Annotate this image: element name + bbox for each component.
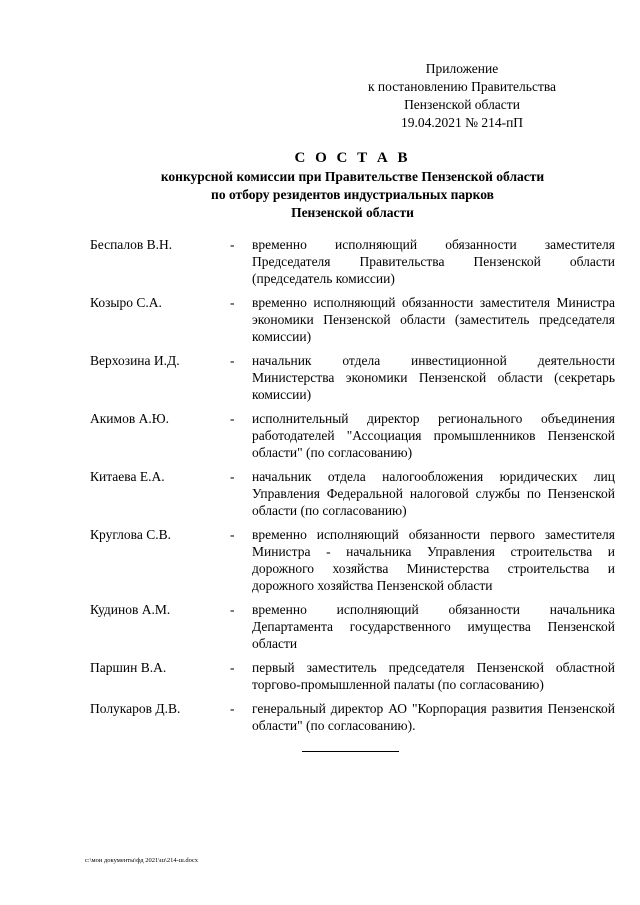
document-heading	[80, 148, 625, 222]
document-title: С О С Т А В	[294, 150, 411, 166]
member-dash: -	[230, 701, 235, 716]
member-name: Козыро С.А.	[90, 295, 162, 310]
member-row	[90, 526, 615, 594]
member-role: исполнительный директор регионального объединения работодателей "Ассоциация промышленников Пензенской области" (по согласованию)	[252, 411, 615, 460]
member-name: Китаева Е.А.	[90, 469, 165, 484]
member-role: временно исполняющий обязанности заместителя Министра экономики Пензенской области (заместитель председателя комиссии)	[252, 295, 615, 344]
member-role: начальник отдела налогообложения юридических лиц Управления Федеральной налоговой службы по Пензенской области (по согласованию)	[252, 469, 615, 518]
member-row	[90, 659, 615, 693]
member-role: первый заместитель председателя Пензенской областной торгово-промышленной палаты (по согласованию)	[252, 660, 615, 692]
member-role: временно исполняющий обязанности начальника Департамента государственного имущества Пензенской области	[252, 602, 615, 651]
member-name: Полукаров Д.В.	[90, 701, 181, 716]
appendix-title: Приложение	[425, 61, 499, 76]
member-dash: -	[230, 602, 235, 617]
member-name: Акимов А.Ю.	[90, 411, 169, 426]
document-subtitle-line-1: конкурсной комиссии при Правительстве Пензенской области	[160, 169, 545, 184]
member-name: Кудинов А.М.	[90, 602, 171, 617]
member-name: Круглова С.В.	[90, 527, 171, 542]
member-dash: -	[230, 469, 235, 484]
member-row	[90, 468, 615, 519]
member-row	[90, 294, 615, 345]
end-separator-line	[302, 751, 399, 752]
member-dash: -	[230, 660, 235, 675]
document-subtitle-line-3: Пензенской области	[291, 205, 414, 220]
appendix-date-number: 19.04.2021 № 214-пП	[400, 115, 524, 130]
appendix-block	[362, 60, 562, 132]
member-role: начальник отдела инвестиционной деятельности Министерства экономики Пензенской области (секретарь комиссии)	[252, 353, 615, 402]
member-row	[90, 410, 615, 461]
document-subtitle-line-2: по отбору резидентов индустриальных парков	[211, 187, 494, 202]
member-role: генеральный директор АО "Корпорация развития Пензенской области" (по согласованию).	[252, 701, 615, 733]
commission-members-list	[90, 236, 615, 741]
appendix-region: Пензенской области	[404, 97, 520, 112]
member-role: временно исполняющий обязанности первого заместителя Министра - начальника Управления строительства и дорожного хозяйства Министерства строительства и дорожного хозяйства Пензенской области	[252, 527, 615, 593]
member-name: Верхозина И.Д.	[90, 353, 180, 368]
member-row	[90, 236, 615, 287]
member-dash: -	[230, 411, 235, 426]
member-row	[90, 700, 615, 734]
member-dash: -	[230, 237, 235, 252]
member-row	[90, 601, 615, 652]
member-dash: -	[230, 527, 235, 542]
member-dash: -	[230, 353, 235, 368]
member-role: временно исполняющий обязанности заместителя Председателя Правительства Пензенской области (председатель комиссии)	[252, 237, 615, 286]
footer-file-path: c:\мои документы\фд 2021\ш\214-ш.docx	[85, 857, 199, 864]
appendix-reference: к постановлению Правительства	[367, 79, 557, 94]
member-name: Беспалов В.Н.	[90, 237, 173, 252]
member-dash: -	[230, 295, 235, 310]
member-name: Паршин В.А.	[90, 660, 167, 675]
member-row	[90, 352, 615, 403]
